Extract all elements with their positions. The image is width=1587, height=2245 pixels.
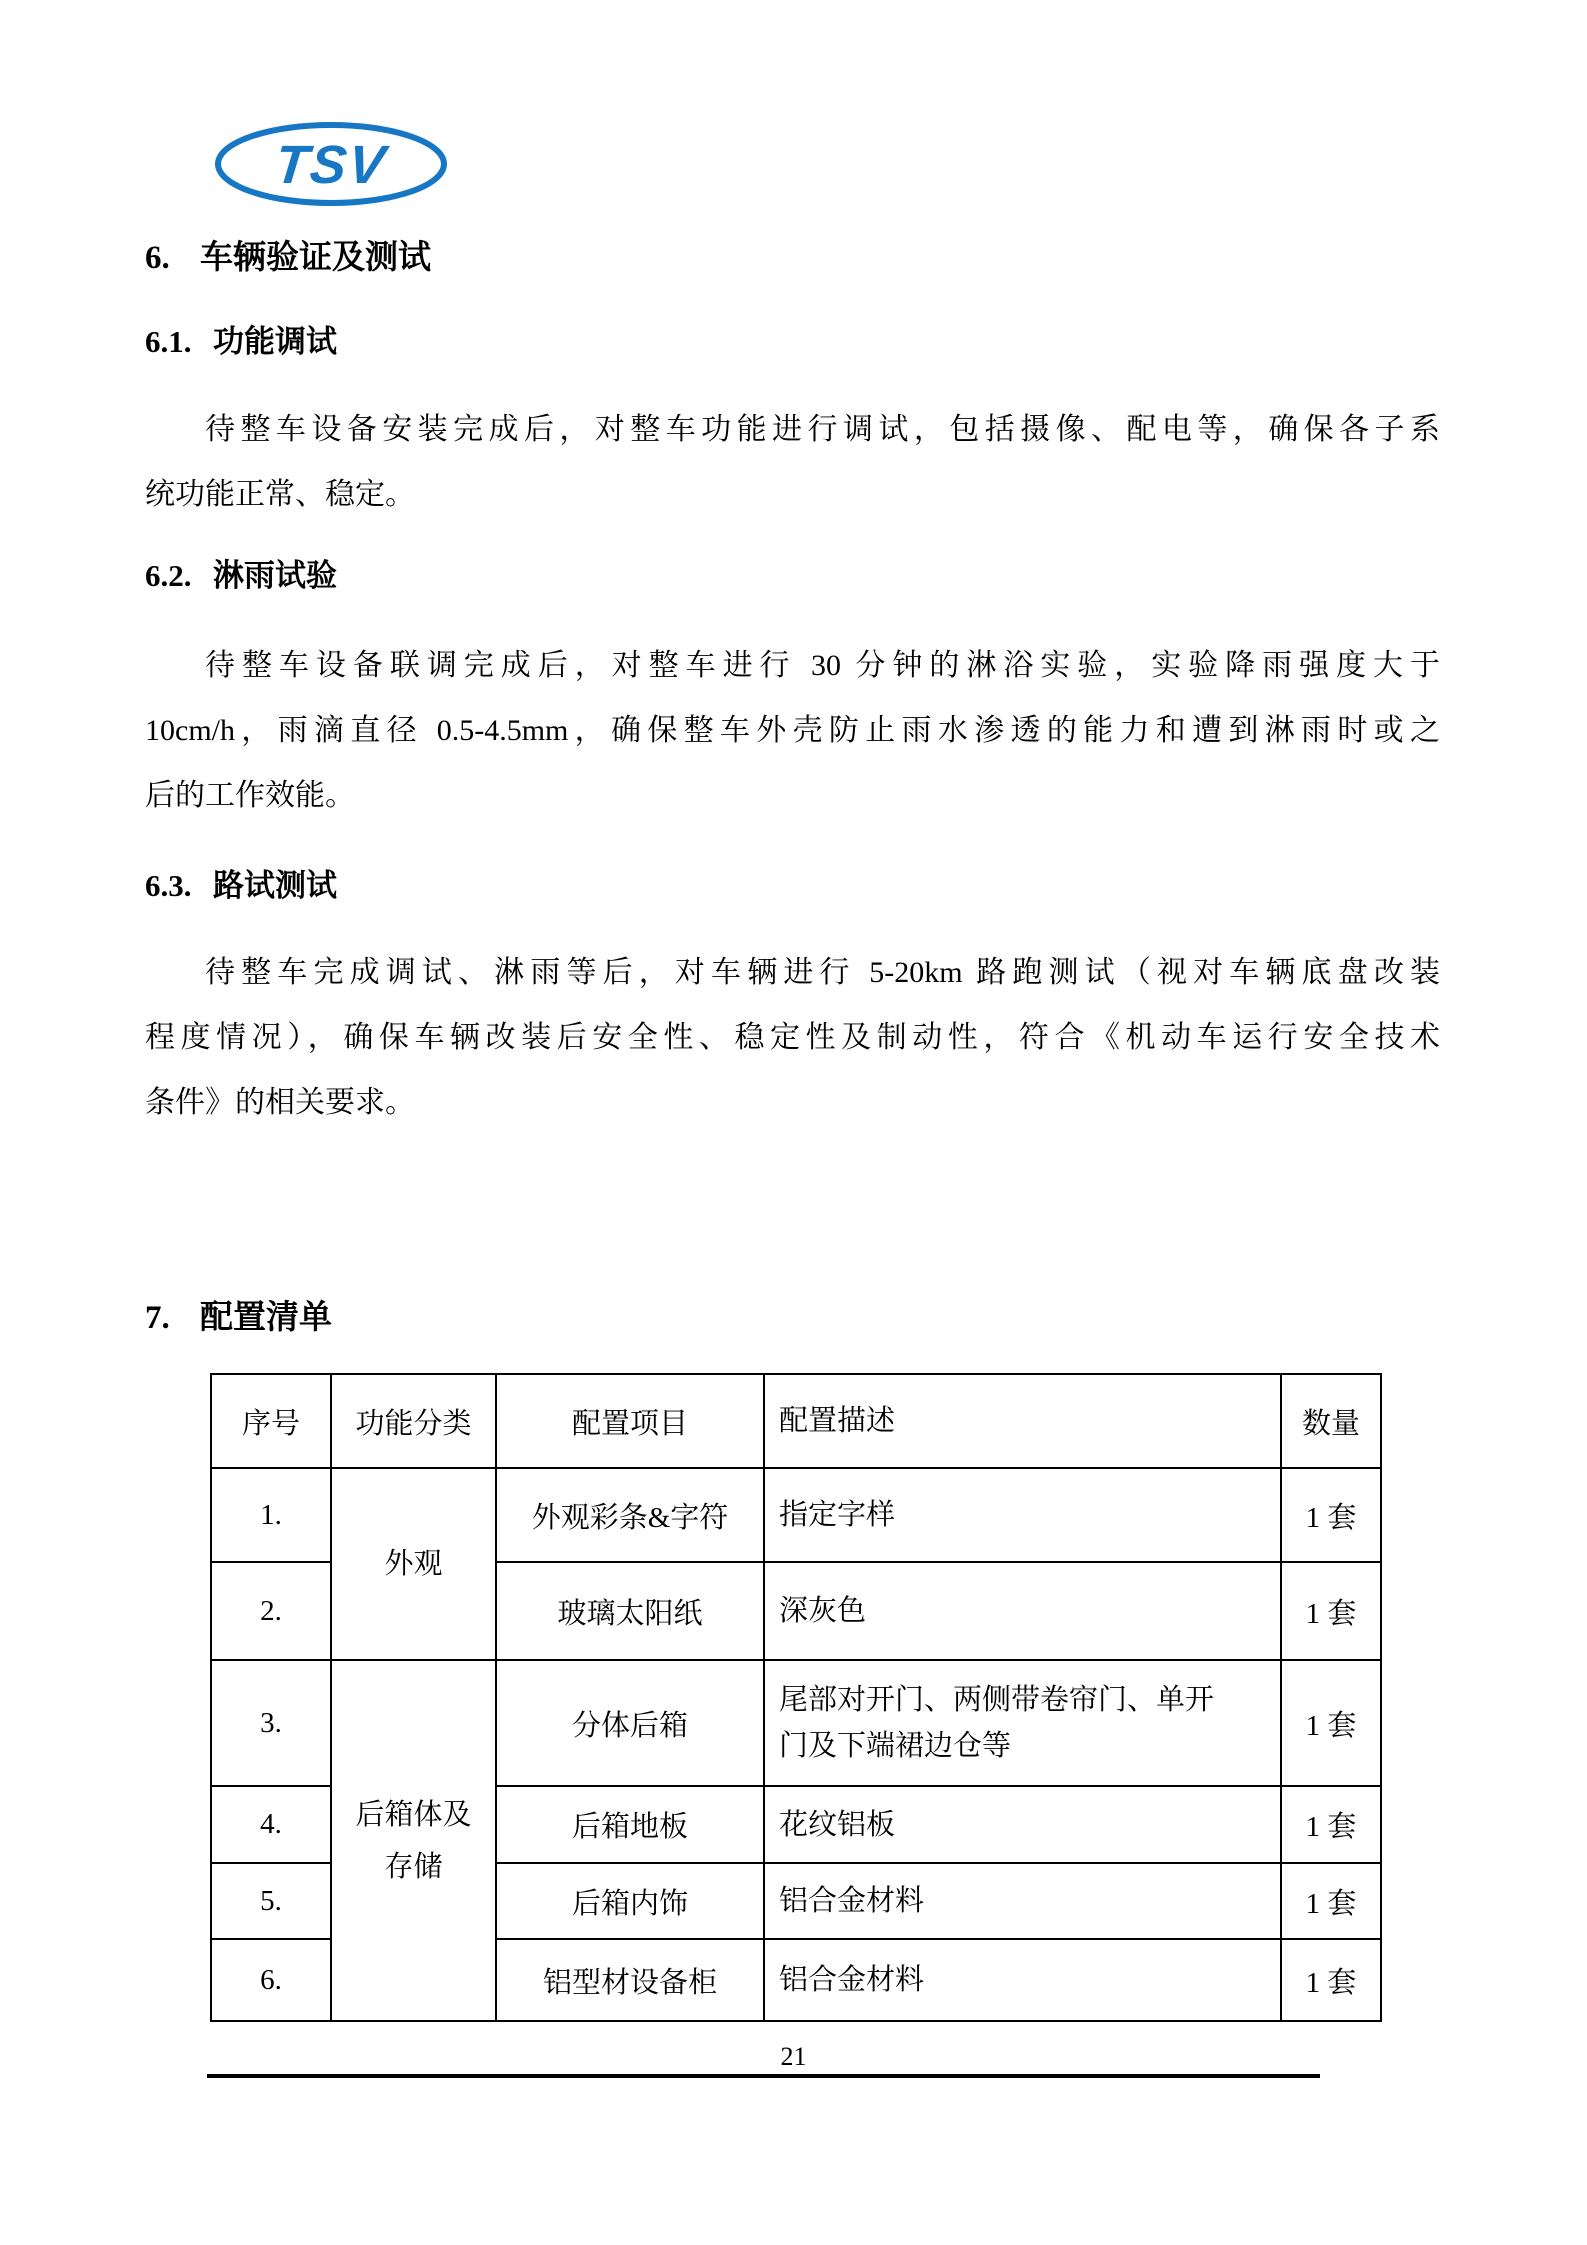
section-6-3-paragraph [145,940,1440,1135]
table-row [211,1468,1381,1562]
section-6-2-number: 6.2. [145,558,192,593]
section-6-2-title: 淋雨试验 [213,558,337,593]
cell-no: 5. [211,1863,331,1939]
tsv-logo [213,121,449,209]
section-6-2-heading [145,556,1440,596]
section-7-title: 配置清单 [200,1300,332,1336]
col-header-no: 序号 [211,1374,331,1468]
cell-description: 铝合金材料 [764,1863,1281,1939]
cell-item: 后箱地板 [496,1786,764,1863]
col-header-item: 配置项目 [496,1374,764,1468]
cell-no: 6. [211,1939,331,2021]
cell-quantity: 1 套 [1281,1660,1381,1786]
cell-quantity: 1 套 [1281,1468,1381,1562]
cell-item: 玻璃太阳纸 [496,1562,764,1660]
section-6-title: 车辆验证及测试 [200,240,431,276]
section-6-2-paragraph [145,633,1440,828]
section-6-1-number: 6.1. [145,324,192,359]
section-6-1-heading [145,322,1440,362]
tsv-logo-icon [213,121,449,209]
cell-item: 分体后箱 [496,1660,764,1786]
col-header-category: 功能分类 [331,1374,496,1468]
cell-no: 4. [211,1786,331,1863]
paragraph-line: 10cm/h，雨滴直径 0.5-4.5mm，确保整车外壳防止雨水渗透的能力和遭到淋雨时或之 [145,714,1440,747]
table-row [211,1660,1381,1786]
cell-item: 铝型材设备柜 [496,1939,764,2021]
configuration-table [210,1373,1382,2022]
cell-no: 1. [211,1468,331,1562]
cell-category-rear-box: 后箱体及存储 [331,1660,496,2021]
col-header-description: 配置描述 [764,1374,1281,1468]
cell-quantity: 1 套 [1281,1863,1381,1939]
section-6-heading [145,238,1440,278]
paragraph-line: 待整车设备联调完成后，对整车进行 30 分钟的淋浴实验，实验降雨强度大于 [205,649,1440,682]
paragraph-line: 统功能正常、稳定。 [145,478,415,511]
cell-description: 铝合金材料 [764,1939,1281,2021]
cell-item: 后箱内饰 [496,1863,764,1939]
section-6-1-title: 功能调试 [213,324,337,359]
tsv-logo-text: TSV [272,135,390,195]
paragraph-line: 程度情况），确保车辆改装后安全性、稳定性及制动性，符合《机动车运行安全技术 [145,1021,1440,1054]
cell-description: 尾部对开门、两侧带卷帘门、单开门及下端裙边仓等 [764,1660,1281,1786]
cell-quantity: 1 套 [1281,1786,1381,1863]
section-7-number: 7. [145,1300,170,1336]
paragraph-line: 条件》的相关要求。 [145,1086,415,1119]
cell-quantity: 1 套 [1281,1939,1381,2021]
section-6-number: 6. [145,240,170,276]
table-header-row [211,1374,1381,1468]
cell-item: 外观彩条&字符 [496,1468,764,1562]
paragraph-line: 待整车设备安装完成后，对整车功能进行调试，包括摄像、配电等，确保各子系 [205,413,1440,446]
section-6-3-title: 路试测试 [213,868,337,903]
paragraph-line: 后的工作效能。 [145,779,355,812]
section-7-heading [145,1298,1440,1338]
cell-description: 指定字样 [764,1468,1281,1562]
page-number: 21 [780,2042,807,2071]
col-header-quantity: 数量 [1281,1374,1381,1468]
cell-description: 花纹铝板 [764,1786,1281,1863]
cell-description: 深灰色 [764,1562,1281,1660]
cell-no: 2. [211,1562,331,1660]
section-6-1-paragraph [145,397,1440,527]
cell-category-appearance: 外观 [331,1468,496,1660]
section-6-3-number: 6.3. [145,868,192,903]
section-6-3-heading [145,866,1440,906]
paragraph-line: 待整车完成调试、淋雨等后，对车辆进行 5-20km 路跑测试（视对车辆底盘改装 [205,956,1440,989]
cell-no: 3. [211,1660,331,1786]
cell-quantity: 1 套 [1281,1562,1381,1660]
footer-divider [207,2074,1320,2078]
